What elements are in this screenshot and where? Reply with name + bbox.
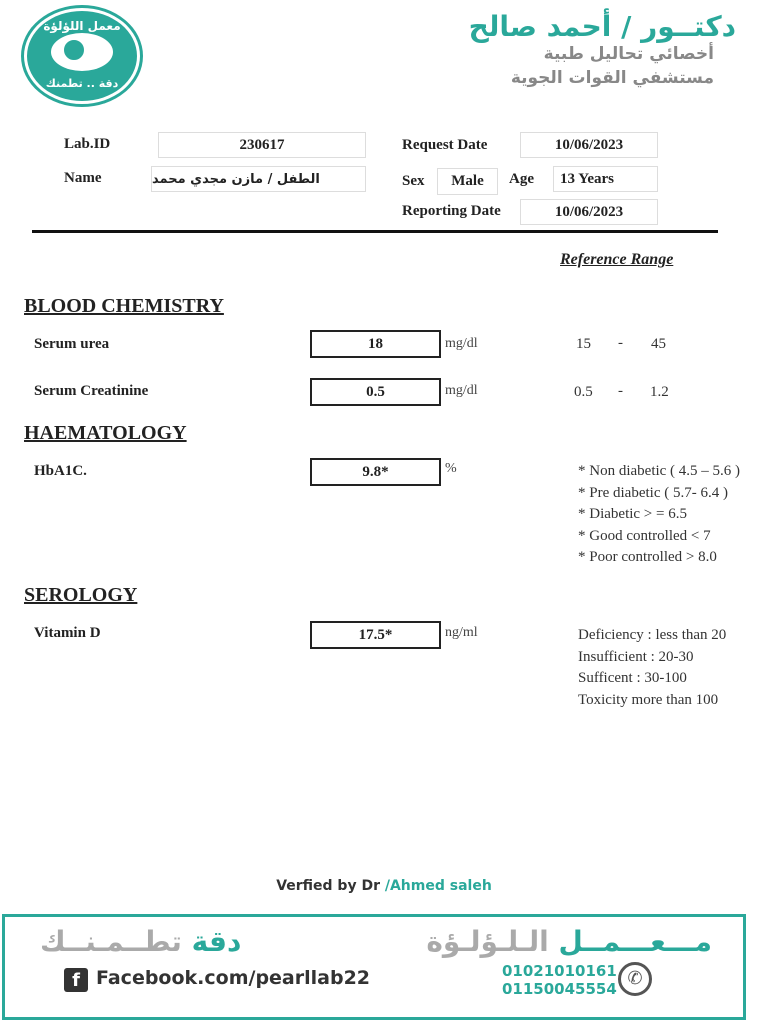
verifier-name: /Ahmed saleh: [384, 878, 492, 894]
lab-name-part-a: مـــعـــمــل: [558, 925, 712, 958]
ref-low-serum-urea: 15: [576, 336, 591, 352]
ref-low-serum-creatinine: 0.5: [574, 384, 593, 400]
reference-range-heading: Reference Range: [560, 251, 674, 268]
phone-number-1[interactable]: 01021010161: [502, 962, 617, 980]
doctor-specialty: أخصائي تحاليل طبية: [543, 44, 714, 64]
slogan-part-b: تطــمـنــك: [40, 925, 182, 958]
reporting-date-label: Reporting Date: [402, 203, 501, 219]
unit-serum-creatinine: mg/dl: [445, 383, 478, 398]
lab-logo: [24, 8, 140, 104]
ref-dash-serum-creatinine: -: [618, 383, 623, 399]
lab-id-label: Lab.ID: [64, 136, 111, 152]
ref-line: * Pre diabetic ( 5.7- 6.4 ): [578, 484, 728, 501]
result-serum-creatinine: 0.5: [310, 378, 441, 406]
unit-vitamin-d: ng/ml: [445, 625, 478, 640]
lab-name-part-b: الـلـؤلـؤة: [426, 925, 549, 958]
doctor-hospital: مستشفي القوات الجوية: [510, 68, 714, 88]
ref-high-serum-urea: 45: [651, 336, 666, 352]
footer-slogan: [40, 925, 241, 958]
test-hba1c: HbA1C.: [34, 463, 87, 479]
result-vitamin-d: 17.5*: [310, 621, 441, 649]
unit-hba1c: %: [445, 461, 457, 476]
reporting-date-value: 10/06/2023: [520, 199, 658, 225]
test-serum-urea: Serum urea: [34, 336, 110, 352]
ref-line: * Non diabetic ( 4.5 – 5.6 ): [578, 463, 741, 479]
patient-name-value: الطفل / مازن مجدي محمد: [151, 166, 366, 192]
ref-list-vitamin-d: [578, 625, 726, 711]
result-hba1c: 9.8*: [310, 458, 441, 486]
sex-label: Sex: [402, 173, 425, 189]
header-divider: [32, 230, 718, 233]
age-value: 13 Years: [553, 166, 658, 192]
unit-serum-urea: mg/dl: [445, 336, 478, 351]
whatsapp-icon: ✆: [618, 962, 652, 996]
footer-lab-name: [426, 925, 712, 958]
ref-line: * Diabetic > = 6.5: [578, 506, 687, 522]
facebook-link[interactable]: Facebook.com/pearllab22: [96, 967, 371, 989]
ref-line: Sufficent : 30-100: [578, 670, 687, 686]
ref-line: Deficiency : less than 20: [578, 627, 727, 643]
test-vitamin-d: Vitamin D: [34, 625, 101, 641]
section-haematology: HAEMATOLOGY: [24, 422, 187, 444]
ref-line: * Poor controlled > 8.0: [578, 549, 717, 565]
verified-by: [0, 878, 768, 894]
verified-prefix: Verfied by Dr: [276, 878, 385, 894]
section-blood-chemistry: BLOOD CHEMISTRY: [24, 295, 224, 317]
slogan-part-a: دقة: [191, 925, 242, 958]
name-label: Name: [64, 170, 102, 186]
ref-list-hba1c: [578, 461, 740, 569]
ref-line: Insufficient : 20-30: [578, 648, 694, 665]
ref-high-serum-creatinine: 1.2: [650, 384, 669, 400]
test-serum-creatinine: Serum Creatinine: [34, 383, 149, 399]
ref-line: Toxicity more than 100: [578, 691, 719, 708]
result-serum-urea: 18: [310, 330, 441, 358]
ref-dash-serum-urea: -: [618, 335, 623, 351]
doctor-name: دكتــور / أحمد صالح: [468, 10, 736, 43]
request-date-label: Request Date: [402, 137, 488, 153]
facebook-icon: f: [64, 968, 88, 992]
pearl-icon: [61, 37, 87, 63]
age-label: Age: [509, 171, 534, 187]
logo-top-text: معمل اللؤلؤة: [43, 19, 121, 33]
lab-id-value: 230617: [158, 132, 366, 158]
request-date-value: 10/06/2023: [520, 132, 658, 158]
logo-bottom-text: دقة .. تطمنك: [45, 77, 119, 90]
section-serology: SEROLOGY: [24, 584, 138, 606]
phone-number-2[interactable]: 01150045554: [502, 980, 617, 998]
ref-line: * Good controlled < 7: [578, 527, 711, 544]
sex-value: Male: [437, 168, 498, 195]
